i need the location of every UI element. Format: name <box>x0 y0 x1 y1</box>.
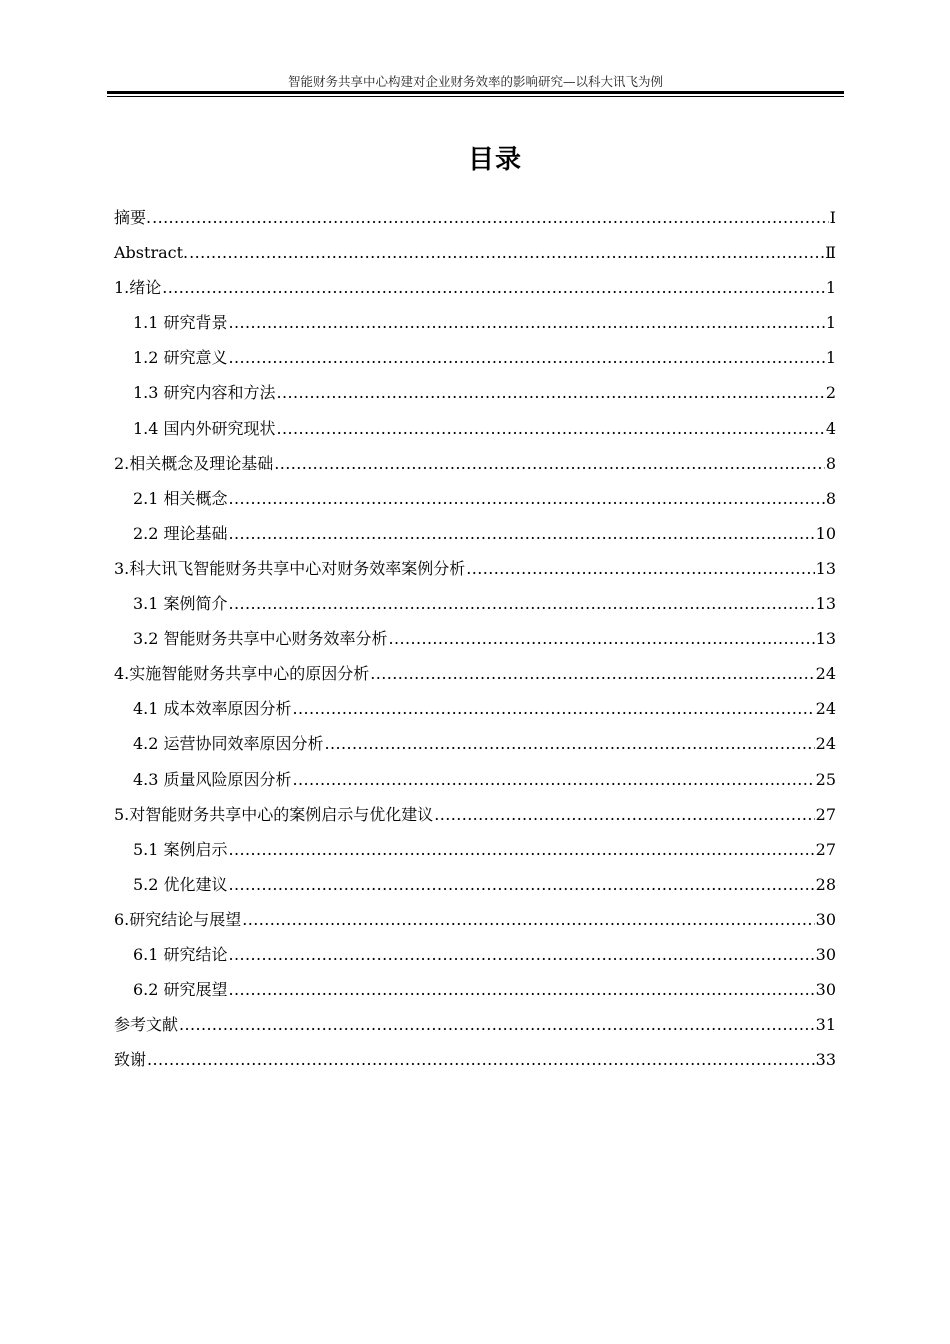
toc-entry-page-number: 30 <box>815 944 836 964</box>
toc-dot-leader <box>189 235 824 270</box>
toc-entry-label: 5.对智能财务共享中心的案例启示与优化建议 <box>114 804 434 824</box>
toc-dot-leader <box>147 1042 815 1077</box>
toc-entry-label: 3.科大讯飞智能财务共享中心对财务效率案例分析 <box>114 558 466 578</box>
toc-entry-label: 1.3 研究内容和方法 <box>133 383 276 403</box>
toc-dot-leader <box>293 691 815 726</box>
toc-entry[interactable] <box>114 446 836 481</box>
toc-entry-page-number: 2 <box>825 383 836 403</box>
toc-entry-page-number: 31 <box>815 1015 836 1035</box>
toc-entry-label: 1.1 研究背景 <box>133 313 228 333</box>
toc-entry-label: 参考文献 <box>114 1015 179 1035</box>
toc-entry-page-number: 13 <box>815 629 836 649</box>
toc-dot-leader <box>277 375 825 410</box>
toc-entry-page-number: 24 <box>815 664 836 684</box>
toc-entry-label: 6.研究结论与展望 <box>114 909 242 929</box>
toc-entry-label: 3.1 案例简介 <box>133 594 228 614</box>
toc-entry-page-number: 8 <box>825 488 836 508</box>
toc-dot-leader <box>229 586 815 621</box>
toc-entry-page-number: 27 <box>815 839 836 859</box>
toc-entry[interactable] <box>114 340 836 375</box>
toc-dot-leader <box>229 867 815 902</box>
toc-entry[interactable] <box>114 586 836 621</box>
toc-dot-leader <box>229 481 825 516</box>
toc-entry-label: 3.2 智能财务共享中心财务效率分析 <box>133 629 388 649</box>
toc-entry-label: Abstract. <box>114 243 189 263</box>
toc-entry-page-number: 13 <box>815 594 836 614</box>
toc-entry-page-number: 4 <box>825 418 836 438</box>
toc-entry[interactable] <box>114 797 836 832</box>
toc-dot-leader <box>229 972 815 1007</box>
toc-entry-label: 致谢 <box>114 1050 147 1070</box>
toc-dot-leader <box>229 340 825 375</box>
toc-dot-leader <box>242 902 814 937</box>
toc-entry-page-number: 30 <box>815 980 836 1000</box>
toc-entry-page-number: 1 <box>825 313 836 333</box>
toc-entry-page-number: 1 <box>825 348 836 368</box>
toc-entry-label: 1.4 国内外研究现状 <box>133 418 276 438</box>
toc-dot-leader <box>325 726 815 761</box>
toc-entry[interactable] <box>114 1007 836 1042</box>
toc-entry-label: 6.2 研究展望 <box>133 980 228 1000</box>
toc-dot-leader <box>162 270 825 305</box>
toc-entry-label: 5.1 案例启示 <box>133 839 228 859</box>
toc-entry-page-number: 8 <box>825 453 836 473</box>
toc-dot-leader <box>179 1007 815 1042</box>
toc-dot-leader <box>293 762 815 797</box>
toc-entry-page-number: 10 <box>815 523 836 543</box>
running-header: 智能财务共享中心构建对企业财务效率的影响研究—以科大讯飞为例 <box>287 74 663 89</box>
toc-entry[interactable] <box>114 305 836 340</box>
toc-dot-leader <box>229 937 815 972</box>
toc-entry-page-number: I <box>829 208 836 227</box>
toc-entry[interactable] <box>114 937 836 972</box>
toc-dot-leader <box>229 305 825 340</box>
toc-entry-page-number: 1 <box>825 278 836 298</box>
toc-entry[interactable] <box>114 762 836 797</box>
table-of-contents <box>114 200 836 1077</box>
header-rule-thick <box>107 91 844 94</box>
toc-dot-leader <box>389 621 815 656</box>
toc-entry-page-number: 27 <box>815 804 836 824</box>
header-rule-thin <box>107 96 844 97</box>
toc-entry-page-number: 13 <box>815 558 836 578</box>
toc-entry-label: 2.1 相关概念 <box>133 488 228 508</box>
toc-title: 目录 <box>467 145 522 175</box>
toc-entry-label: 1.绪论 <box>114 278 162 298</box>
toc-dot-leader <box>229 832 815 867</box>
toc-entry[interactable] <box>114 726 836 761</box>
toc-entry-label: 5.2 优化建议 <box>133 874 228 894</box>
toc-dot-leader <box>274 446 825 481</box>
toc-entry-label: 2.相关概念及理论基础 <box>114 453 274 473</box>
toc-entry[interactable] <box>114 411 836 446</box>
toc-entry-label: 4.1 成本效率原因分析 <box>133 699 292 719</box>
toc-entry-label: 摘要. <box>114 208 152 227</box>
toc-entry[interactable] <box>114 270 836 305</box>
toc-entry-label: 1.2 研究意义 <box>133 348 228 368</box>
toc-entry-page-number: 25 <box>815 769 836 789</box>
toc-dot-leader <box>434 797 814 832</box>
toc-dot-leader <box>152 200 829 235</box>
toc-dot-leader <box>229 516 815 551</box>
toc-entry[interactable] <box>114 481 836 516</box>
toc-entry[interactable] <box>114 691 836 726</box>
toc-entry[interactable] <box>114 375 836 410</box>
toc-entry[interactable] <box>114 832 836 867</box>
toc-entry[interactable] <box>114 235 836 270</box>
toc-entry-page-number: 30 <box>815 909 836 929</box>
toc-dot-leader <box>277 411 825 446</box>
toc-entry-label: 4.实施智能财务共享中心的原因分析 <box>114 664 370 684</box>
toc-entry-page-number: 24 <box>815 699 836 719</box>
toc-entry[interactable] <box>114 551 836 586</box>
toc-entry-label: 4.3 质量风险原因分析 <box>133 769 292 789</box>
toc-entry-label: 2.2 理论基础 <box>133 523 228 543</box>
toc-entry[interactable] <box>114 621 836 656</box>
toc-entry[interactable] <box>114 516 836 551</box>
toc-dot-leader <box>370 656 814 691</box>
toc-entry-page-number: 33 <box>815 1050 836 1070</box>
toc-entry-page-number: 28 <box>815 874 836 894</box>
toc-entry[interactable] <box>114 656 836 691</box>
toc-entry[interactable] <box>114 902 836 937</box>
toc-entry[interactable] <box>114 200 836 235</box>
toc-entry-page-number: 24 <box>815 734 836 754</box>
toc-entry-label: 6.1 研究结论 <box>133 944 228 964</box>
toc-entry[interactable] <box>114 972 836 1007</box>
toc-entry[interactable] <box>114 867 836 902</box>
toc-entry-label: 4.2 运营协同效率原因分析 <box>133 734 324 754</box>
toc-entry[interactable] <box>114 1042 836 1077</box>
toc-entry-page-number: Ⅱ <box>825 243 836 263</box>
toc-dot-leader <box>466 551 814 586</box>
